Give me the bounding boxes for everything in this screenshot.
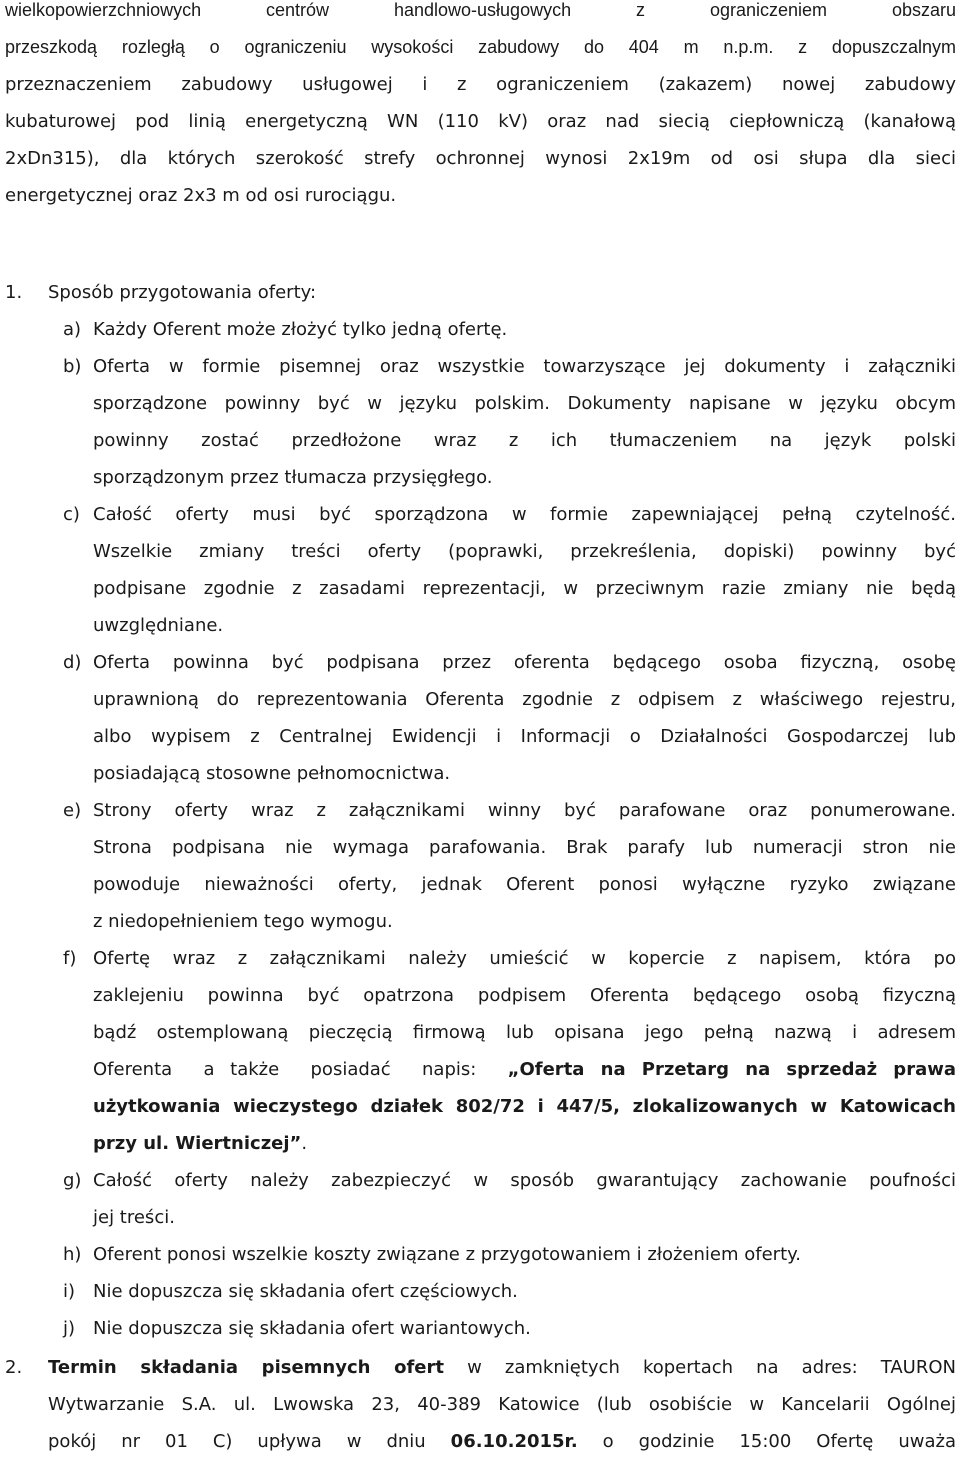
envelope-label-title-cont: użytkowania wieczystego działek 802/72 i 447/5, zlokalizowanych w Katowicach <box>93 1096 956 1117</box>
list-marker: b) <box>63 356 82 377</box>
deadline-heading: Termin składania pisemnych ofert <box>48 1357 444 1378</box>
list-marker: a) <box>63 319 82 340</box>
list-item-line: z niedopełnieniem tego wymogu. <box>93 911 393 932</box>
list-item-line: posiadającą stosowne pełnomocnictwa. <box>93 763 451 784</box>
section-line <box>48 1349 956 1386</box>
section-line: Wytwarzanie S.A. ul. Lwowska 23, 40-389 Katowice (lub osobiście w Kancelarii Ogólnej <box>48 1394 956 1415</box>
list-marker: i) <box>63 1281 76 1302</box>
section-line <box>48 1423 956 1460</box>
list-item-line: uwzględniane. <box>93 615 224 636</box>
deadline-text: o godzinie 15:00 Ofertę uważa <box>577 1431 956 1452</box>
envelope-label-title: „Oferta na Przetarg na sprzedaż prawa <box>507 1059 956 1080</box>
list-item-line: Oferent ponosi wszelkie koszty związane z przygotowaniem i złożeniem oferty. <box>93 1244 801 1265</box>
list-marker: g) <box>63 1170 82 1191</box>
list-item-line: Całość oferty musi być sporządzona w formie zapewniającej pełną czytelność. <box>93 504 956 525</box>
list-item-line: Całość oferty należy zabezpieczyć w sposób gwarantujący zachowanie poufności <box>93 1170 956 1191</box>
deadline-text: pokój nr 01 C) upływa w dniu <box>48 1431 451 1452</box>
section-number: 2. <box>5 1357 23 1378</box>
list-item-line: sporządzone powinny być w języku polskim. Dokumenty napisane w języku obcym <box>93 393 956 414</box>
list-item-line: bądź ostemplowaną pieczęcią firmową lub opisana jego pełną nazwą i adresem <box>93 1022 956 1043</box>
list-item-line <box>93 1051 956 1088</box>
list-marker: d) <box>63 652 82 673</box>
intro-line: kubaturowej pod linią energetyczną WN (110 kV) oraz nad siecią ciepłowniczą (kanałową <box>5 111 956 132</box>
list-item-line: powinny zostać przedłożone wraz z ich tłumaczeniem na język polski <box>93 430 956 451</box>
list-item-line: Nie dopuszcza się składania ofert wariantowych. <box>93 1318 531 1339</box>
section-number: 1. <box>5 282 23 303</box>
intro-line: przeszkodą rozległą o ograniczeniu wysokości zabudowy do 404 m n.p.m. z dopuszczalnym <box>5 37 956 57</box>
list-item-line: Oferta powinna być podpisana przez oferenta będącego osoba fizyczną, osobę <box>93 652 956 673</box>
list-item-line: Strona podpisana nie wymaga parafowania. Brak parafy lub numeracji stron nie <box>93 837 956 858</box>
list-marker: f) <box>63 948 77 969</box>
list-item-line: Wszelkie zmiany treści oferty (poprawki, przekreślenia, dopiski) powinny być <box>93 541 956 562</box>
list-marker: h) <box>63 1244 82 1265</box>
list-item-line: zaklejeniu powinna być opatrzona podpisem Oferenta będącego osobą fizyczną <box>93 985 956 1006</box>
intro-line: energetycznej oraz 2x3 m od osi rurociągu. <box>5 185 397 206</box>
list-item-line: uprawnioną do reprezentowania Oferenta zgodnie z odpisem z właściwego rejestru, <box>93 689 956 710</box>
list-item-line: sporządzonym przez tłumacza przysięgłego. <box>93 467 493 488</box>
list-item-line: Nie dopuszcza się składania ofert częściowych. <box>93 1281 518 1302</box>
envelope-label-prefix: Oferenta a także posiadać napis: <box>93 1059 508 1080</box>
list-item-line: albo wypisem z Centralnej Ewidencji i Informacji o Działalności Gospodarczej lub <box>93 726 956 747</box>
list-item-line: Każdy Oferent może złożyć tylko jedną ofertę. <box>93 319 508 340</box>
list-item-line: jej treści. <box>93 1207 175 1228</box>
deadline-text: w zamkniętych kopertach na adres: TAURON <box>443 1357 956 1378</box>
intro-line: wielkopowierzchniowych centrów handlowo-usługowych z ograniczeniem obszaru <box>5 0 956 20</box>
list-item-line <box>93 1125 956 1162</box>
list-marker: c) <box>63 504 80 525</box>
section-heading: Sposób przygotowania oferty: <box>48 282 317 303</box>
envelope-label-title-end: przy ul. Wiertniczej” <box>93 1133 302 1154</box>
list-item-line: Oferta w formie pisemnej oraz wszystkie towarzyszące jej dokumenty i załączniki <box>93 356 956 377</box>
list-marker: j) <box>63 1318 76 1339</box>
deadline-date: 06.10.2015r. <box>450 1431 578 1452</box>
list-item-line: Strony oferty wraz z załącznikami winny być parafowane oraz ponumerowane. <box>93 800 956 821</box>
intro-line: 2xDn315), dla których szerokość strefy ochronnej wynosi 2x19m od osi słupa dla sieci <box>5 148 956 169</box>
list-item-line: Ofertę wraz z załącznikami należy umieścić w kopercie z napisem, która po <box>93 948 956 969</box>
envelope-label-suffix: . <box>301 1133 308 1154</box>
intro-line: przeznaczeniem zabudowy usługowej i z ograniczeniem (zakazem) nowej zabudowy <box>5 74 956 95</box>
list-item-line: podpisane zgodnie z zasadami reprezentacji, w przeciwnym razie zmiany nie będą <box>93 578 956 599</box>
list-marker: e) <box>63 800 82 821</box>
list-item-line: powoduje nieważności oferty, jednak Oferent ponosi wyłączne ryzyko związane <box>93 874 956 895</box>
